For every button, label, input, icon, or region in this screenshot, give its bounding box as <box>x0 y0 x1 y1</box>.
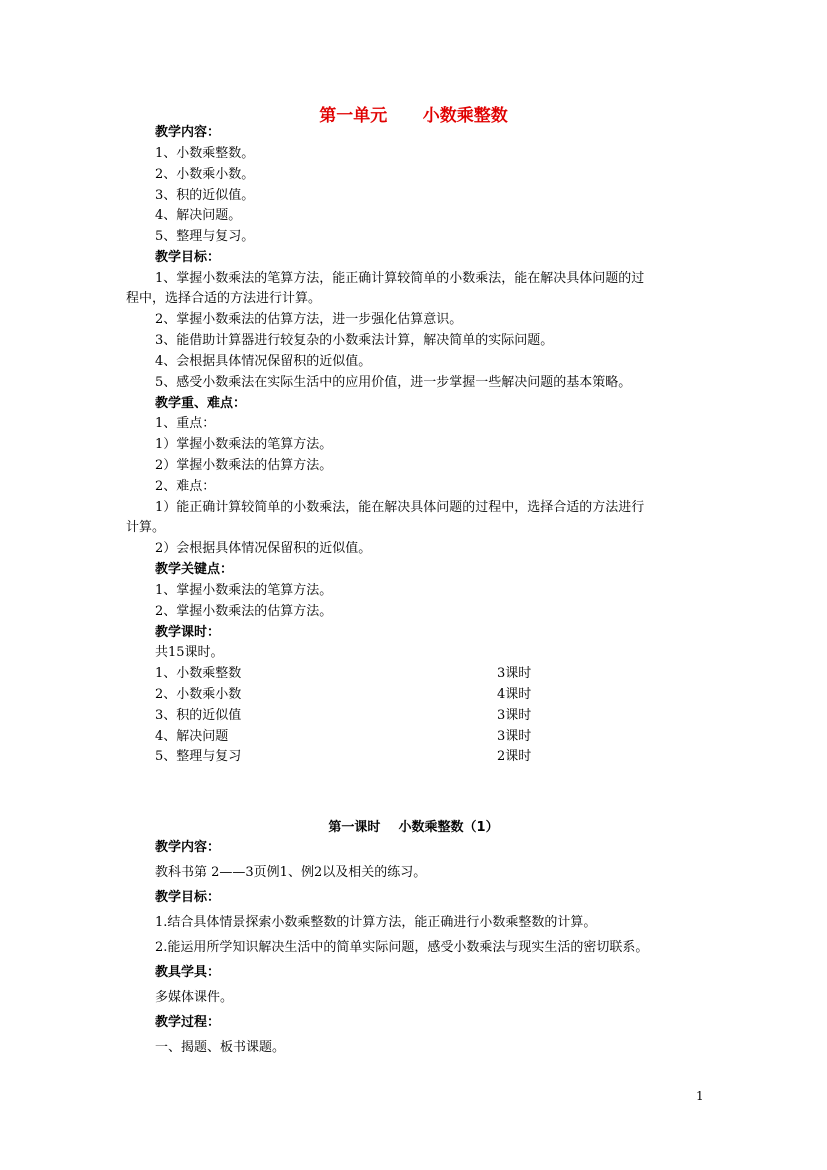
key-heading: 教学重、难点： <box>155 396 247 411</box>
lesson-goals-heading: 教学目标： <box>155 890 221 905</box>
goal-item: 3、能借助计算器进行较复杂的小数乘法计算，解决简单的实际问题。 <box>155 333 554 348</box>
content-item: 5、整理与复习。 <box>155 229 255 244</box>
crux-item: 2、掌握小数乘法的估算方法。 <box>155 604 333 619</box>
unit-title: 第一单元 小数乘整数 <box>319 106 508 126</box>
goal-item: 4、会根据具体情况保留积的近似值。 <box>155 354 372 369</box>
key-point: 1、重点： <box>155 416 216 431</box>
hours-total: 共15课时。 <box>155 645 224 660</box>
goal-item: 5、感受小数乘法在实际生活中的应用价值，进一步掌握一些解决问题的基本策略。 <box>155 375 632 390</box>
tools: 多媒体课件。 <box>155 990 234 1005</box>
content-heading: 教学内容： <box>155 125 221 140</box>
page-number: 1 <box>696 1089 704 1103</box>
key-point: 2）会根据具体情况保留积的近似值。 <box>155 541 372 556</box>
crux-item: 1、掌握小数乘法的笔算方法。 <box>155 583 333 598</box>
schedule-hours: 3课时 <box>497 666 532 681</box>
goal-item-continued: 程中，选择合适的方法进行计算。 <box>126 291 322 306</box>
key-point: 1）掌握小数乘法的笔算方法。 <box>155 437 333 452</box>
lesson-content: 教科书第 2——3页例1、例2以及相关的练习。 <box>155 865 427 880</box>
crux-heading: 教学关键点： <box>155 562 234 577</box>
schedule-item: 1、小数乘整数 <box>155 666 242 681</box>
hours-heading: 教学课时： <box>155 625 221 640</box>
key-point: 1）能正确计算较简单的小数乘法，能在解决具体问题的过程中，选择合适的方法进行 <box>155 500 645 515</box>
process-heading: 教学过程： <box>155 1015 221 1030</box>
goal-item: 1、掌握小数乘法的笔算方法，能正确计算较简单的小数乘法，能在解决具体问题的过 <box>155 271 645 286</box>
key-point: 2、难点： <box>155 479 216 494</box>
schedule-item: 2、小数乘小数 <box>155 687 242 702</box>
tools-heading: 教具学具： <box>155 965 221 980</box>
process-step: 一、揭题、板书课题。 <box>155 1040 286 1055</box>
content-item: 2、小数乘小数。 <box>155 167 255 182</box>
schedule-hours: 3课时 <box>497 729 532 744</box>
content-item: 4、解决问题。 <box>155 208 242 223</box>
goals-heading: 教学目标： <box>155 250 221 265</box>
content-item: 3、积的近似值。 <box>155 188 255 203</box>
key-point: 2）掌握小数乘法的估算方法。 <box>155 458 333 473</box>
schedule-hours: 4课时 <box>497 687 532 702</box>
schedule-item: 3、积的近似值 <box>155 708 242 723</box>
schedule-item: 4、解决问题 <box>155 729 229 744</box>
lesson-goal: 2.能运用所学知识解决生活中的简单实际问题，感受小数乘法与现实生活的密切联系。 <box>155 940 649 955</box>
schedule-item: 5、整理与复习 <box>155 749 242 764</box>
content-item: 1、小数乘整数。 <box>155 146 255 161</box>
lesson-goal: 1.结合具体情景探索小数乘整数的计算方法，能正确进行小数乘整数的计算。 <box>155 915 597 930</box>
goal-item: 2、掌握小数乘法的估算方法，进一步强化估算意识。 <box>155 312 463 327</box>
schedule-hours: 3课时 <box>497 708 532 723</box>
key-point-continued: 计算。 <box>126 520 166 535</box>
lesson-title: 第一课时 小数乘整数（1） <box>328 820 499 835</box>
lesson-content-heading: 教学内容： <box>155 840 221 855</box>
schedule-hours: 2课时 <box>497 749 532 764</box>
